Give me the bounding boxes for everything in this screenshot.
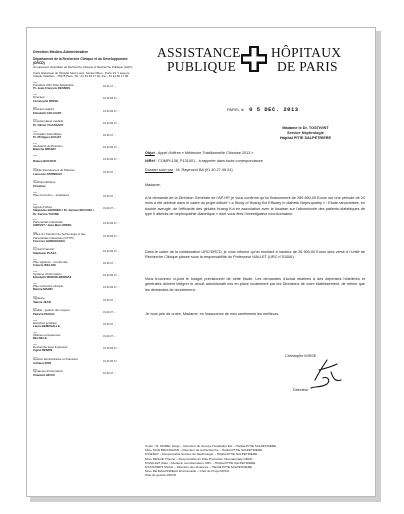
contact-phone: 01 44 84 17 ... [103, 286, 120, 290]
aphp-logo [153, 43, 367, 75]
contact-phone: 01 44 84 17 ... [103, 146, 120, 150]
paragraph-4: Je vous prie de croire, Madame, en l'assurance de mes sentiments les meilleurs. [145, 312, 280, 316]
copy-recipient: M MALLET Alain – Médecin coordonnateur URC – Hôpital PITIE SALPETRIERE [145, 460, 256, 465]
contact-text [33, 320, 97, 329]
contact-phone: 01 40 27 ... [103, 371, 116, 375]
contact-phone: 01 44 84 17 ... [103, 109, 120, 113]
copies-list [145, 444, 367, 477]
recipient-line1: Madame le Dr. TOSTIVINT [282, 126, 329, 130]
contact-phone: 01 44 84 17 ... [103, 347, 120, 351]
contact-name: Laura BEMOSALLE [33, 324, 60, 329]
sidebar-contact [33, 232, 133, 244]
contact-phone: 01 42 17 ... [103, 85, 116, 89]
aphp-emblem-icon [239, 46, 269, 72]
contact-phone: 01 44 84 17 ... [103, 249, 120, 253]
contact-name: Christophe MISSE [33, 98, 59, 103]
contact-role: Directeur adjoint [33, 107, 55, 112]
contact-phone: 01 40 27 ... [103, 134, 116, 138]
nref-text: : COMPL136, P131001 - à rappeler dans toute correspondance [155, 159, 263, 164]
paragraph-2: Dans le cadre de la collaboration URC/DRCD, je vous informe qu'un montant à hauteur de 26 900,00 Euros sera versé à l'Unité de Recherche Clinique placée sous la responsabilité du Professeur MALLET (URC n°01006). [145, 250, 365, 260]
contact-role: Office du Transfert de Technologie et des Partenariats Industriels (OTTPI) [33, 232, 86, 240]
sidebar-contact [33, 94, 133, 103]
contact-text [33, 259, 97, 268]
dossier-label: Dossier suivi par [145, 167, 174, 172]
copy-recipient: Mme DE MAGONDEAU Emmanuelle – Chef de Projet DRCD [145, 469, 230, 474]
contact-text [33, 204, 97, 216]
contact-role: Conseil financier [33, 247, 55, 252]
contact-text [33, 232, 97, 244]
contact-role: Coordonnateur médical [33, 119, 64, 124]
copy-recipient: Copie : M. MOREL Serge – Directeur du Groupe Hospitalier Est – Hôpital PITIE SALPETRIERE [145, 444, 277, 448]
contact-name: Pr. Philippe LECHAT [33, 135, 62, 140]
contact-role: Recherche avec Ingénierie [33, 344, 68, 349]
contact-role: Appels d'offres [33, 204, 52, 209]
contact-name: Raluca BOCOCO [33, 159, 57, 164]
contact-phone: 01 44 84 17 ... [103, 359, 120, 363]
objet-text: : Appel d'offres « Médecine Traditionnelle Chinoise 2013 » [155, 151, 254, 155]
sidebar-contact [33, 320, 133, 329]
contact-phone: 01 40 27 ... [103, 310, 116, 314]
sidebar-contact [33, 344, 133, 353]
reference-block [145, 151, 367, 176]
copy-recipient: Mme SAIN BRUNNAIAN – Directeur de la Recherche – Hôpital PITIE SALPETRIERE [145, 448, 263, 453]
contact-phone: 01 40 27 ... [103, 322, 116, 326]
contact-phone: 01 44 84 17 ... [103, 222, 120, 226]
contact-text [33, 143, 97, 152]
contact-role: Directeur [33, 95, 45, 100]
sidebar-contact [33, 119, 133, 128]
recipient-line3: Hôpital PITIE SALPETRIERE [279, 136, 332, 141]
sidebar-contact [33, 143, 133, 152]
contact-name: Adriana KISS [33, 360, 52, 365]
contact-name: Mia NILLE [33, 336, 47, 341]
contact-role: Pôle vigilance - Conformité [33, 259, 68, 264]
contact-text [33, 271, 97, 280]
sidebar-contact [33, 369, 133, 378]
contact-name: Valérie JEAN [33, 299, 51, 304]
contact-phone: 01 40 27 ... [103, 298, 116, 302]
contact-text [33, 168, 97, 177]
contact-text [33, 296, 97, 305]
sidebar-contact [33, 155, 133, 164]
contact-role: Juridique Ethique [33, 180, 56, 185]
contact-text [33, 344, 97, 353]
contact-phone: 01 40 27 ... [103, 170, 116, 174]
contact-phone: 01 40 27 ... [103, 335, 116, 339]
contact-role: Assistante de Direction [33, 143, 63, 148]
contact-phone: 01 44 84 17 ... [103, 234, 120, 238]
contact-name: Francis WILLEM [33, 263, 56, 268]
contact-name: Pr. Jean-François DESNOS [33, 86, 71, 91]
divider-mark [33, 155, 37, 156]
contact-role: Qualité - gestion des risques [33, 308, 70, 313]
contact-name: Christine [33, 183, 46, 188]
nref-label: N/Réf [145, 159, 155, 164]
contact-role: Pôle promotion – assistance [33, 192, 70, 197]
contact-text [33, 131, 97, 140]
contact-name: Laurence PAPINIEAU [33, 171, 63, 176]
logo-text-publique: PUBLIQUE [167, 59, 237, 74]
contact-text [33, 82, 97, 91]
contact-text [33, 192, 97, 197]
place-date [227, 106, 299, 113]
contact-name: Florence GHRENASSIA [33, 239, 66, 244]
contact-role: Partenariats Industriels [33, 219, 63, 224]
contact-phone: 01 44 84 17 ... [103, 121, 120, 125]
contact-phone: 01 44 84 17 ... [103, 274, 120, 278]
logo-text-assistance: ASSISTANCE [157, 45, 241, 60]
objet-label: Objet [145, 151, 155, 155]
contact-text [33, 155, 97, 164]
contact-role: Président URC Pitié-Salpêtrière [33, 82, 74, 87]
contact-text [33, 107, 97, 116]
contact-text [33, 247, 97, 256]
logo-text-hopitaux: HÔPITAUX [271, 45, 342, 60]
salutation: Madame, [145, 183, 161, 187]
contact-text [33, 180, 97, 189]
contact-phone: 01 40 27 ... [103, 194, 116, 198]
contact-name: Pr. Olivier CHASSANY [33, 122, 64, 127]
sidebar-contact [33, 107, 133, 116]
contact-role: Expertise juridique [33, 320, 57, 325]
contact-name: Elisabeth COLLIGNY [33, 110, 62, 115]
contact-name: Chantal LOKOU [33, 372, 55, 377]
contact-name: Patricia PIAGGI [33, 311, 55, 316]
place-text: PARIS, le [227, 107, 245, 112]
signatory-title: Directeur [293, 388, 309, 392]
sidebar-contact [33, 82, 133, 91]
department-sub: Groupement hospitalier de Recherche Clinique et Recherche Publique (GHU) [33, 65, 133, 70]
contact-role: Pôle recherche clinique [33, 283, 64, 288]
contact-name: Stéphane PLAZA [33, 250, 57, 255]
dossier-line [145, 168, 367, 173]
handwritten-signature [297, 356, 347, 390]
contact-phone: 01 40 27 ... [103, 262, 116, 265]
sidebar-entries [33, 82, 133, 377]
contact-text [33, 119, 97, 128]
contact-name: Ingrid RENON [33, 348, 53, 353]
contact-text [33, 219, 97, 228]
contact-role: Vigilance [33, 296, 45, 301]
sidebar-contact [33, 308, 133, 317]
contact-role: Systèmes d'information [33, 369, 63, 374]
recipient-line2: Service Néphrologie [287, 131, 324, 136]
contact-role: Conseiller Scientifique [33, 131, 62, 136]
contact-name: Marina MARKI [33, 287, 53, 292]
copy-recipient: Mme REGOE Thierno – Responsable du Pôle Promotion Internationale DRCD [145, 456, 253, 461]
sidebar-contact [33, 168, 133, 177]
sidebar-contact [33, 283, 133, 292]
sidebar-contact [33, 219, 133, 228]
objet-line [145, 151, 367, 156]
contact-role: Système d'Information [33, 271, 62, 276]
department-address: Carré Historique de l'Hôpital Saint Louis, Secteur Bleu - Porte 23, 1 avenue Claude Vellefaux - 75475 Paris, Tél : 01 44 84 17 00, Fax : 01 44 84 17 99 [33, 70, 130, 79]
contact-text [33, 283, 97, 292]
sidebar-contact [33, 357, 133, 366]
sidebar-contact [33, 247, 133, 256]
logo-text-de-paris: DE PARIS [277, 59, 338, 74]
paragraph-3: Vous trouverez ci-joint le budget prévisionnel de cette étude. Les demandes d'achat relatives à des dépenses hôtelières et générales doivent intégrer le circuit administratif mis en place localement par les Directions de votre établissement, de même que les demandes de recrutement. [145, 277, 365, 292]
sidebar-contact [33, 204, 133, 216]
sidebar-contact [33, 271, 133, 280]
contact-name: Elisabeth MONOD-BROMAZ [33, 275, 72, 280]
contact-phone: 01 40 27 ... [103, 207, 116, 211]
contact-text [33, 94, 97, 103]
sidebar-contact [33, 131, 133, 140]
copy-recipient: Pôle de gestion DRCD [145, 473, 177, 478]
contact-text [33, 332, 97, 341]
sidebar-contact [33, 192, 133, 201]
sidebar-contact [33, 259, 133, 268]
contact-role: Gestion administrative et financière [33, 357, 79, 362]
sidebar-title: Direction Médico-Administrative [33, 50, 89, 54]
copy-recipient: M DERAY – Responsable Service de Néphrologie – Hôpital PITIE SALPETRIERE [145, 452, 258, 457]
contact-text [33, 369, 97, 378]
contact-role: Affaires européennes [33, 332, 61, 337]
contact-text [33, 308, 97, 317]
sidebar [33, 50, 133, 378]
paragraph-1: A la demande de la Direction Générale de l'AP-HP, je vous confirme qu'un financement de 289 800,00 Euros sur une période de 24 mois a été attribué dans le cadre du projet intitulé « a Study of Huang Kui Efficacy in diabetic Nephropathy » : Etude randomisée, en double aveugle, de l'efficacité des gélules Huang Kui en association avec le losartan sur l'albuminurie des patients diabétiques de type II atteints de néphropathie diabétique » dont vous êtes l'investigateur coordonnateur. [145, 196, 365, 216]
date-stamp: 0 5 DEC. 2013 [249, 106, 299, 113]
department-name: Département de la Recherche Clinique et du Développement (DRCD) [33, 57, 128, 66]
contact-phone: 01 44 84 17 ... [103, 158, 120, 162]
contact-role: Cellule Recrutement de Patients [33, 168, 75, 173]
dossier-text: : M. Raymond BA (01 40 27 46 24) [174, 167, 233, 172]
contact-text [33, 357, 97, 366]
letter-page [26, 27, 376, 497]
signatory-name: Christophe MISSE [285, 354, 317, 358]
contact-name: Blanche BRUNO [33, 147, 56, 152]
contact-phone: 01 44 84 17 ... [103, 97, 120, 101]
contact-name: CRDSST / Jean-Marc MISSE [33, 223, 72, 228]
sidebar-contact [33, 296, 133, 305]
copy-recipient: M DUCHERT Michel – Direction des Finances – Hôpital PITIE SALPETRIERE [145, 464, 253, 469]
nref-line [145, 159, 367, 164]
sidebar-contact [33, 180, 133, 189]
contact-name: Stéphanie BOISSIER / Dr. Samuel MAUVIEL / Dr. Karima YACINE [33, 208, 95, 216]
recipient-block [258, 126, 353, 141]
sidebar-contact [33, 332, 133, 341]
